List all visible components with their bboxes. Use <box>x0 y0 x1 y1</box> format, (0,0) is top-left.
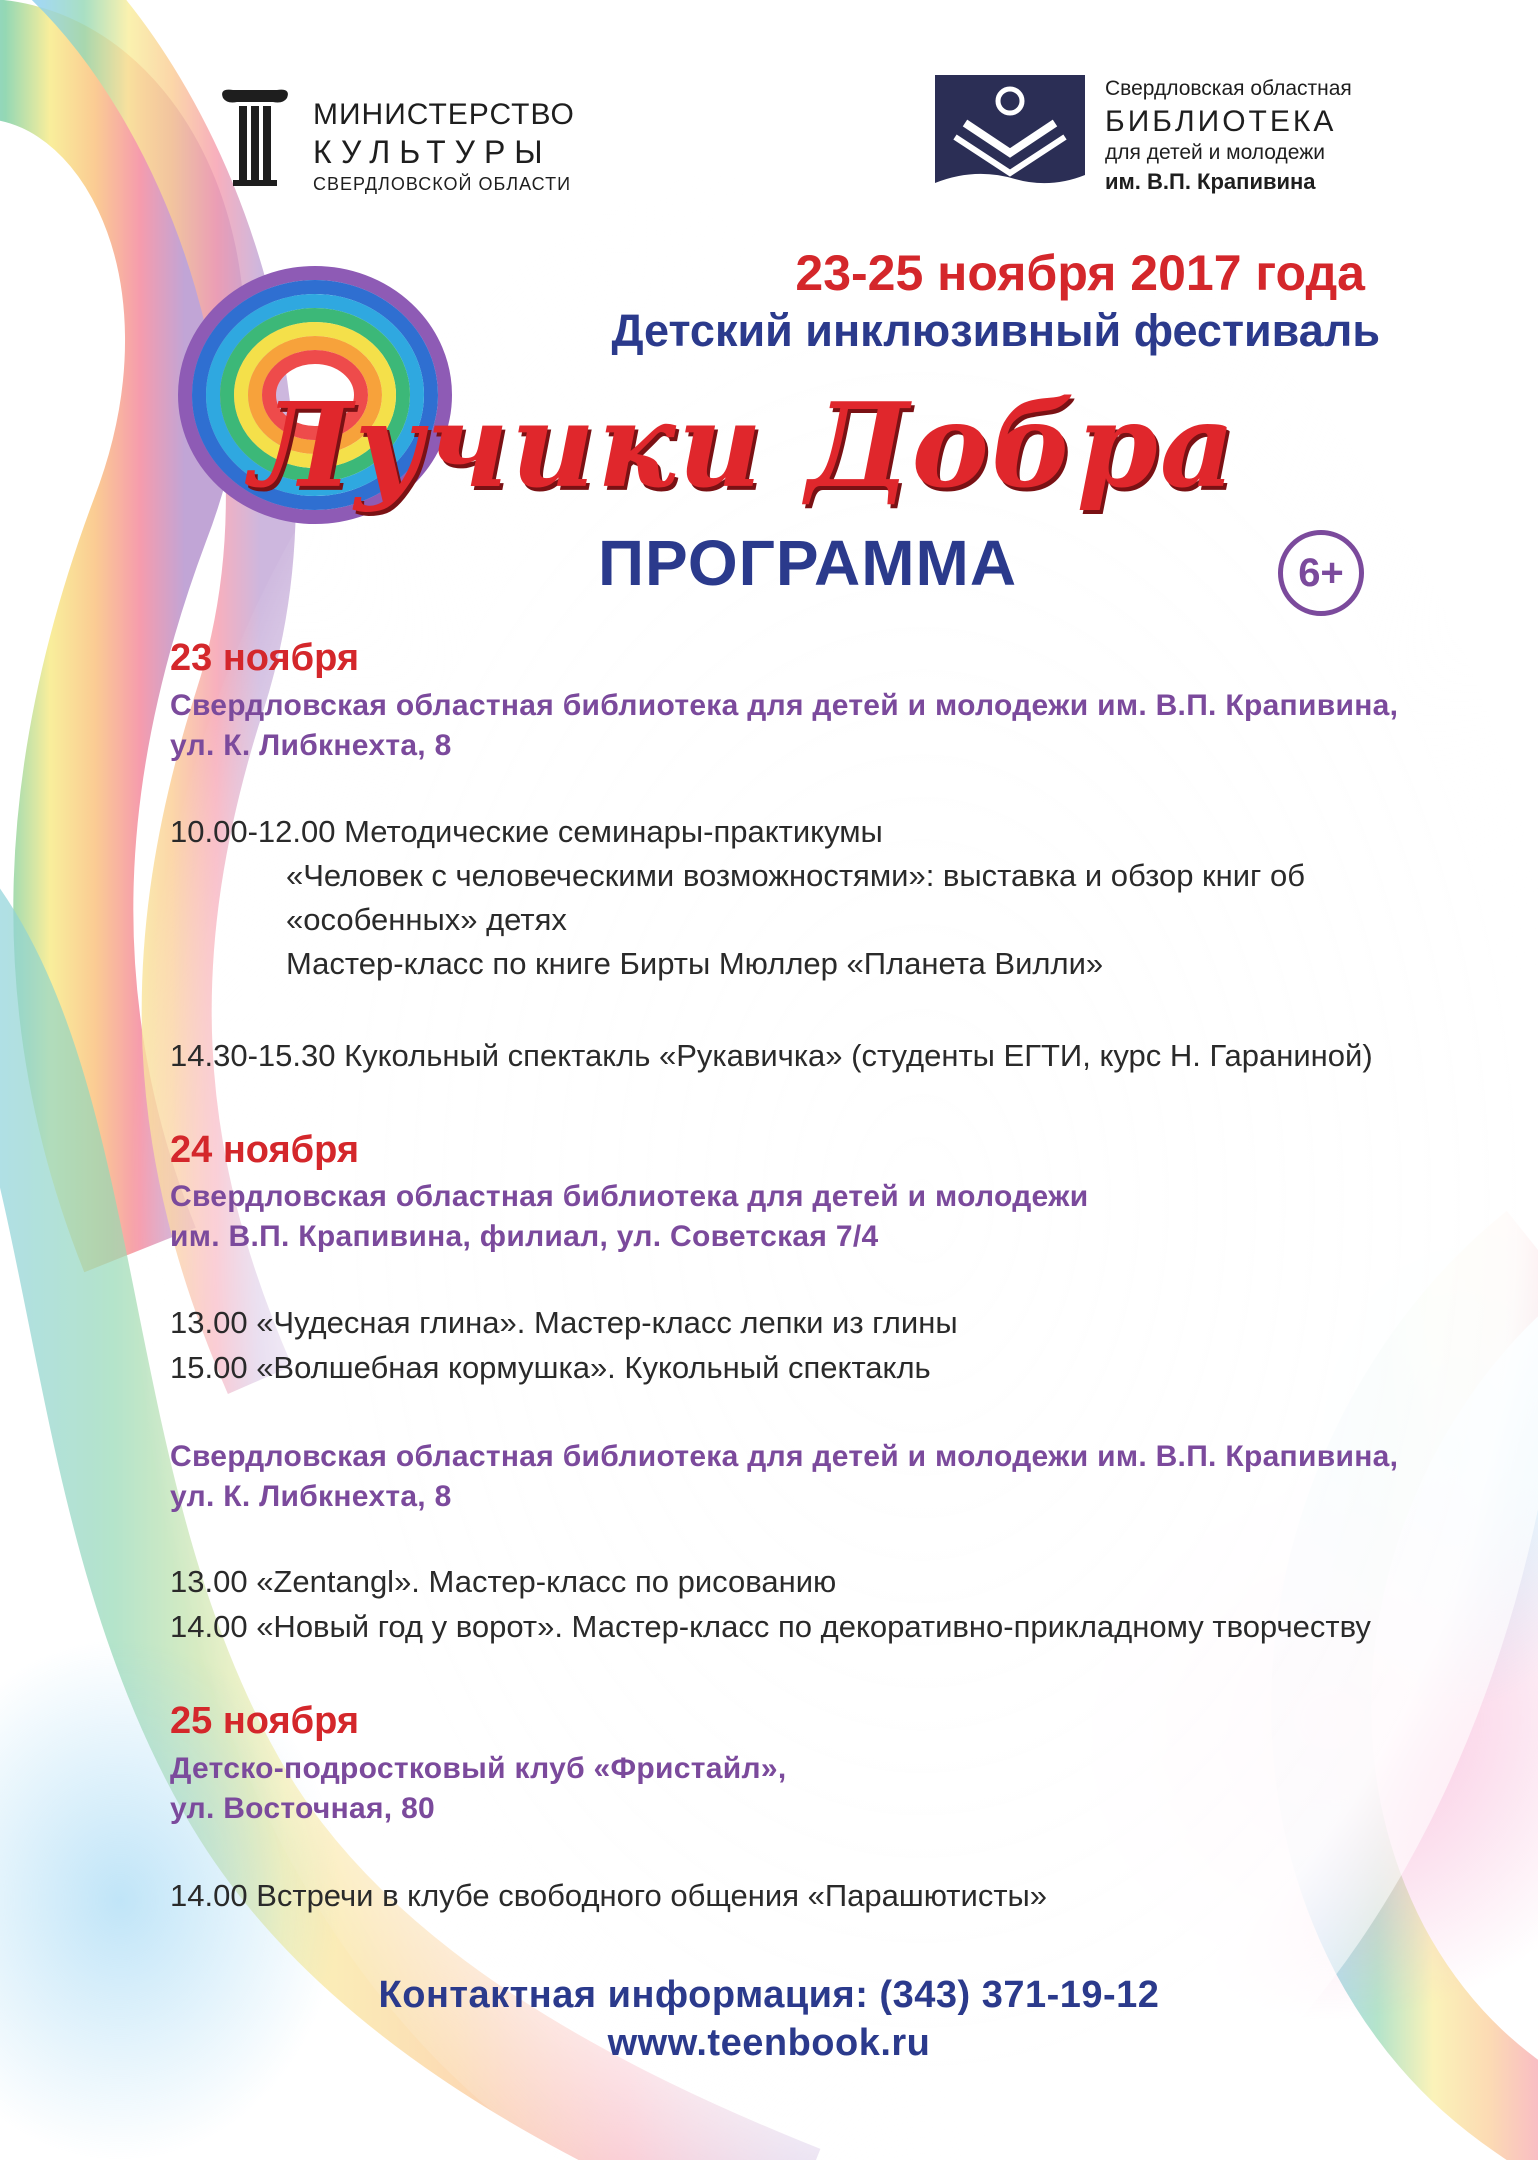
contact-phone: Контактная информация: (343) 371-19-12 <box>378 1974 1160 2016</box>
venue-address-line: ул. К. Либкнехта, 8 <box>170 1480 452 1513</box>
library-line4: им. В.П. Крапивина <box>1105 169 1316 194</box>
open-book-icon <box>935 75 1085 195</box>
venue-address-line: ул. К. Либкнехта, 8 <box>170 729 452 762</box>
event-item: 13.00 «Чудесная глина». Мастер-класс лепки из глины <box>170 1305 958 1340</box>
ministry-line2: КУЛЬТУРЫ <box>313 134 552 170</box>
program-title: ПРОГРАММА <box>598 527 1018 599</box>
ministry-line3: СВЕРДЛОВСКОЙ ОБЛАСТИ <box>313 174 572 194</box>
event-item: 14.00 Встречи в клубе свободного общения «Парашютисты» <box>170 1878 1048 1913</box>
event-sub-line: Мастер-класс по книге Бирты Мюллер «Планета Вилли» <box>286 946 1104 981</box>
library-line2: БИБЛИОТЕКА <box>1105 105 1337 138</box>
ministry-of-culture-logo <box>215 88 575 198</box>
library-line3: для детей и молодежи <box>1105 141 1325 164</box>
festival-type: Детский инклюзивный фестиваль <box>611 305 1380 356</box>
day-date: 23 ноября <box>170 637 360 679</box>
event-item: 10.00-12.00 Методические семинары-практикумы <box>170 814 883 849</box>
age-rating-badge: 6+ <box>1278 530 1364 616</box>
event-item: 15.00 «Волшебная кормушка». Кукольный спектакль <box>170 1350 931 1385</box>
venue-address-line: Свердловская областная библиотека для детей и молодежи им. В.П. Крапивина, <box>170 1440 1399 1473</box>
festival-name: Лучики Добра <box>250 378 1238 514</box>
event-sub-line: «Человек с человеческими возможностями»: выставка и обзор книг об <box>286 858 1305 893</box>
event-item: 13.00 «Zentangl». Мастер-класс по рисованию <box>170 1564 837 1599</box>
venue-address-line: ул. Восточная, 80 <box>170 1792 436 1825</box>
website-link[interactable]: www.teenbook.ru <box>607 2022 931 2064</box>
event-sub-line: «особенных» детях <box>286 902 567 937</box>
venue-address-line: Детско-подростковый клуб «Фристайл», <box>170 1752 787 1785</box>
venue-address-line: Свердловская областная библиотека для детей и молодежи им. В.П. Крапивина, <box>170 689 1399 722</box>
venue-address-line: им. В.П. Крапивина, филиал, ул. Советская 7/4 <box>170 1220 879 1253</box>
library-line1: Свердловская областная <box>1105 77 1352 100</box>
event-item: 14.30-15.30 Кукольный спектакль «Рукавичка» (студенты ЕГТИ, курс Н. Гараниной) <box>170 1038 1373 1073</box>
day-date: 25 ноября <box>170 1700 360 1742</box>
festival-dates: 23-25 ноября 2017 года <box>795 245 1365 301</box>
ministry-line1: МИНИСТЕРСТВО <box>313 98 575 131</box>
pillar-icon <box>215 88 295 188</box>
library-logo <box>935 75 1415 200</box>
event-item: 14.00 «Новый год у ворот». Мастер-класс по декоративно-прикладному творчеству <box>170 1609 1371 1644</box>
venue-address-line: Свердловская областная библиотека для детей и молодежи <box>170 1180 1089 1213</box>
day-date: 24 ноября <box>170 1129 360 1171</box>
